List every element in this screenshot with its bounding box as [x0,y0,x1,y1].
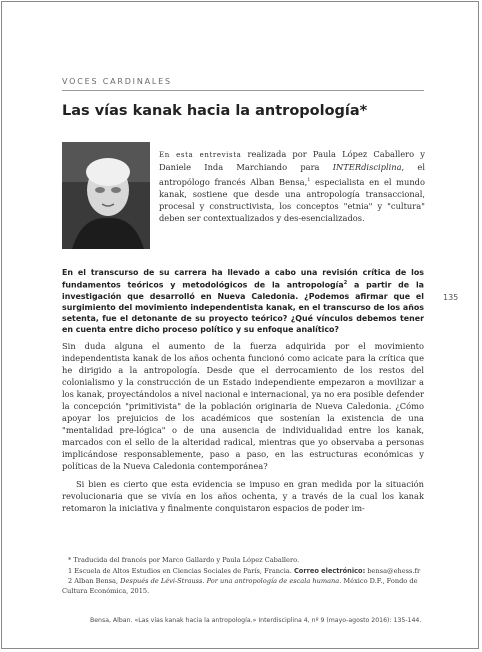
author-photo [62,142,150,249]
intro-lead: En esta entrevista [159,151,242,159]
footnote-ref-1[interactable]: 1 [307,176,311,183]
answer-body [62,340,424,514]
author-email-link[interactable]: bensa@ehess.fr [365,566,421,575]
footnote-1: 1 Escuela de Altos Estudios en Ciencias Sociales de París, Francia. Correo electrónico: bensa@ehess.fr [68,566,421,575]
section-label: VOCES CARDINALES [62,77,172,86]
citation-line: Bensa, Alban. «Las vías kanak hacia la antropología.» Interdisciplina 4, nº 9 (mayo-agosto 2016): 135-144. [90,617,422,624]
footnote-ref-2[interactable]: 2 [343,280,348,287]
portrait-image [62,142,150,249]
page-number: 135 [443,293,459,302]
intro-paragraph: En esta entrevista realizada por Paula López Caballero y Daniele Inda Marchiando para INTERdisciplina, el antropólogo francés Alban Bensa,$^1$ especialista en el mundo kanak, sostiene que desde una antropología transaccional, procesal y constructivista, los conceptos "etnia" y "cultura" deben ser contextualizados y des-esencializados. [159,149,425,224]
interview-question: En el transcurso de su carrera ha llevado a cabo una revisión crítica de los fundamentos teóricos y metodológicos de la antropología$^2$ a partir de la investigación que desarrolló en Nueva Caledonia. ¿Podemos afirmar que el surgimiento del movimiento independentista kanak, en el transcurso de los años setenta, fue el detonante de su proyecto teórico? ¿Qué vínculos debemos tener en cuenta entre dicho proceso político y su enfoque analítico? [62,268,424,335]
answer-paragraph-1: Sin duda alguna el aumento de la fuerza adquirida por el movimiento independentista kanak de los años ochenta funcionó como acicate para la crítica que he dirigido a la antropología. Desde que el derrocamiento de los restos del colonialismo y la construcción de un Estado independiente empezaron a movilizar a los kanak, proyectándolos a nivel nacional e internacional, ya no era posible defender la concepción "primitivista" de la población originaria de Nueva Caledonia. ¿Cómo apoyar los prejuicios de los académicos que sostenían la existencia de una "mentalidad pre-lógica" o de una ausencia de individualidad entre los kanak, marcados con el sello de la alteridad radical, mientras que yo observaba a personas implicándose responsablemente, paso a paso, en las estructuras económicas y políticas de la Nueva Caledonia contemporánea? [62,341,424,471]
answer-paragraph-2: Si bien es cierto que esta evidencia se impuso en gran medida por la situación revolucionaria que se vivía en los años ochenta, y a través de la cual los kanak retomaron la iniciativa y finalmente conquistaron espacios de poder im- [62,479,424,513]
page [1,1,479,649]
footnote-2: 2 Alban Bensa, Después de Lévi-Strauss. Por una antropología de escala humana. México D.F., Fondo de Cultura Económica, 2015. [62,577,418,595]
header-rule [62,90,424,91]
footnotes [62,556,424,597]
journal-name: INTERdisciplina [332,162,402,173]
article-title: Las vías kanak hacia la antropología* [62,103,368,119]
footnote-translation: * Traducida del francés por Marco Gallardo y Paula López Caballero. [68,556,300,564]
